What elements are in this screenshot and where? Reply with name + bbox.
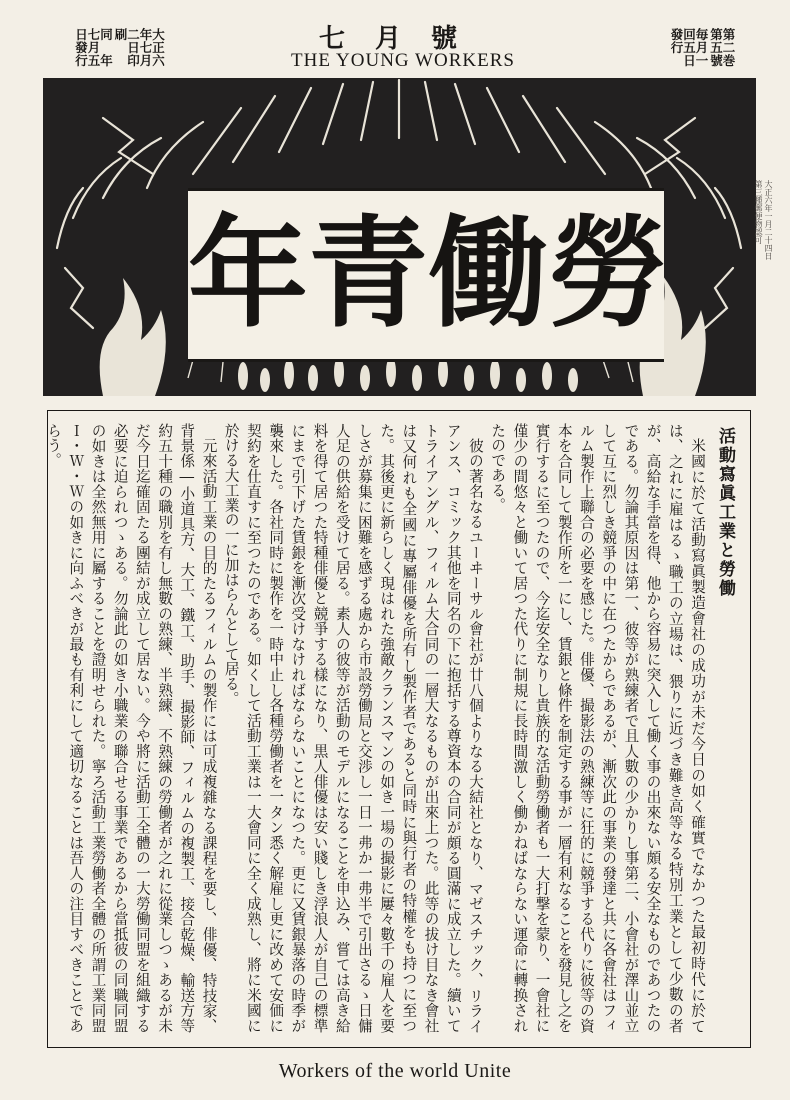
print-date: 大正六年七月二日印刷: [113, 28, 166, 67]
masthead-dates: [74, 28, 164, 76]
postal-registration-mark: [754, 180, 772, 400]
article-body: [45, 423, 708, 1033]
english-title: THE YOUNG WORKERS: [291, 50, 515, 71]
postal-class: 第三種郵便物認可: [754, 180, 763, 244]
title-char: 青: [308, 205, 428, 344]
article-paragraph: 米國に於て活動寫眞製造會社の成功が未だ今日の如く確實でなかつた最初時代に於ては、之れに雇はるゝ職工の立場は、猥りに近づき難き高等なる特別工業として少數の者が、高給な手當を得、他から容易に突入して働く事の出來ない頗る安全なものであつたのである。勿論其原因は第一、彼等が熟練者で且人數の少かりし事第二、小會社が澤山並立して互に烈しき競爭の中に在つたからであるが、漸次此の事業の發達と共に各會社はフィルム製作上聯合の必要を感じた。俳優、撮影法の熟練等に狂的に競爭する代りに彼等の資本を合同して製作所を一にし、賃銀と條件を制定する事が一層有利なることを發見し之を實行するに至つたので、今迄安全なりし貴族的な活動勞働者も一大打撃を蒙り、一會社に僅少の間悠々と働いて居つた代りに制規に長時間激しく働かねばならない運命に轉换されたのである。: [489, 423, 706, 1033]
article-paragraph: 彼の著名なるユーヰーサル會社が廿八個よりなる大結社となり、マゼスチック、リライアンス、コミック其他を同名の下に抱括する尊資本の合同が頗る圓滿に成立した。續いてトライアングル、フィルム大合同の一層大なるものが出來上つた。此等の拔け目なき會社は又何れも全國に專屬俳優を所有し製作者であると同時に與行者の特權をも持つに至つた。其後更に新らしく現はれた強敵クランスマンの如き一場の撮影に屢々數千の雇人を要しさが募集に困難を感ずる處から市設勞働局と交渉し一日一弗か一弗半で引出さるゝ日傭人足の供給を受けて居る。素人の彼等が活動のモデルになることを申込み、嘗ては高き給料を得て居つた特種俳優と競爭する樣になり、黒人俳優は安い賤しき浮浪人が自己の標準にまで引下げた賃銀を漸次受けなければならないことになつた。更に又賃銀暴落の時季が襲來した。各社同時に製作を一時中止し各種勞働者を一タン悉く解雇し更に改めて安価に契約を仕直すに至つたのである。如くして活動工業は一大會同に全く成熟し、將に米國に於ける大工業の一に加はらんとして居る。: [222, 423, 484, 1033]
title-char: 勞: [548, 205, 668, 344]
masthead-volume: [670, 28, 735, 76]
title-char: 年: [188, 205, 308, 344]
volume-issue: 第二巻第五號: [708, 28, 736, 67]
issue-label: 七月號: [318, 24, 487, 54]
postal-date: 大正六年一月二十四日: [764, 180, 773, 260]
title-board: [188, 188, 668, 362]
article-paragraph: 元來活動工業の目的たるフィルムの製作には可成複雜なる課程を要し、俳優、特技家、背景係―小道具方、大工、鐵工、助手、撮影師、フィルムの複製工、接合乾燥、輸送方等約五十種の職別を有し無數の熟練、半熟練、不熟練の勞働者が之れに從業しつゝあるが未だ今日迄確固たる團結が成立して居ない。今や將に活動工全體の一大勞働同盟を組織する必要に迫られつゝある。勿論此の如き小職業の聯合せる事業であるから當抵彼の同職同盟の如きは全然無用に屬することを證明せられた。寧ろ活動工業勞働者全體の所謂工業同盟Ｉ・Ｗ・Ｗの如きに向ふべきが最も有利にして適切なることは吾人の注目すべきことであらう。: [45, 423, 218, 1033]
title-char: 働: [428, 205, 548, 344]
article-heading: 活動寫眞工業と勞働: [715, 427, 735, 598]
publication-schedule: 毎月一回五日發行: [669, 28, 709, 67]
newspaper-title: [188, 191, 668, 359]
article-frame: [47, 410, 751, 1048]
footer-motto: Workers of the world Unite: [278, 1060, 512, 1082]
title-banner: [43, 78, 756, 396]
issue-date: 同 年七月五日發行: [73, 28, 114, 67]
